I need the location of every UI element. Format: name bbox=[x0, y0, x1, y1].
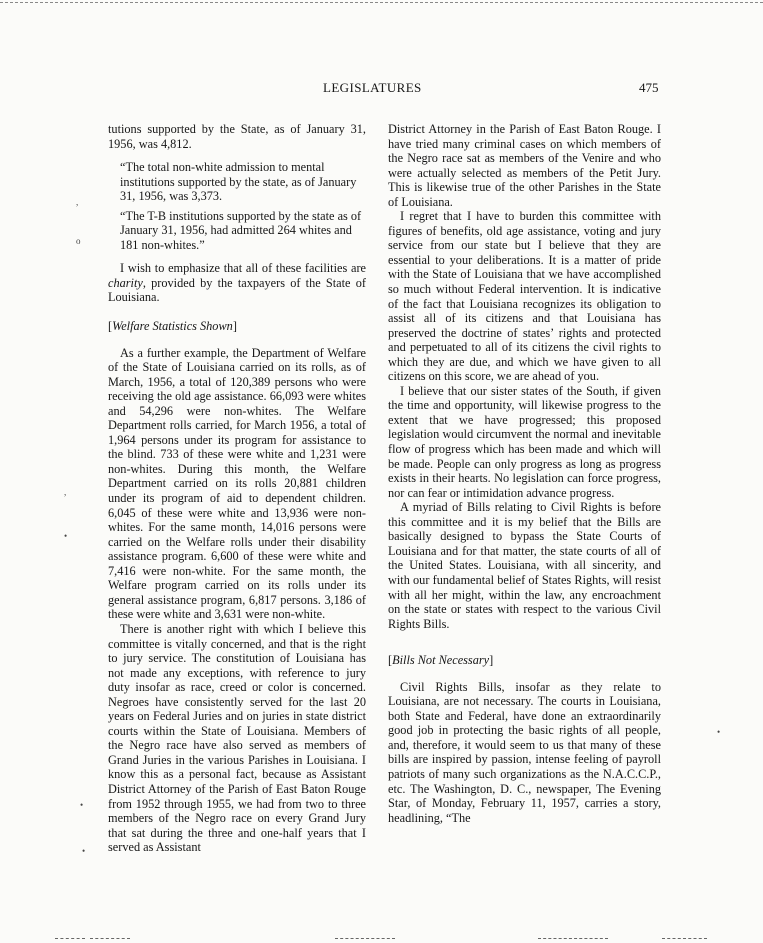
subheading-text: Welfare Statistics Shown bbox=[112, 319, 233, 334]
section-subheading: [Welfare Statistics Shown] bbox=[108, 319, 237, 334]
top-dashed-edge bbox=[0, 2, 763, 3]
paragraph: District Attorney in the Parish of East Baton Rouge. I have tried many criminal cases on which members of the Negro race sat as members of the Venire and who were actually selected as members of the Petit Jury. This is likewise true of the other Parishes in the State of Louisiana. bbox=[388, 122, 661, 209]
paragraph bbox=[108, 261, 366, 305]
margin-mark: • bbox=[80, 800, 84, 810]
bottom-edge-mark bbox=[90, 938, 130, 940]
bottom-edge-mark bbox=[335, 938, 395, 940]
paragraph: A myriad of Bills relating to Civil Rights is before this committee and it is my belief that the Bills are basically designed to bypass the State Courts of Louisiana and for that matter, the state courts of all of the United States. Louisiana, with all sincerity, and with our fundamental belief of States Rights, will resist with all her might, within the law, any encroachment on the state or states with respect to the various Civil Rights Bills. bbox=[388, 500, 661, 631]
margin-mark: • bbox=[82, 846, 86, 856]
running-head: LEGISLATURES bbox=[323, 80, 422, 95]
paragraph: Civil Rights Bills, insofar as they relate to Louisiana, are not necessary. The courts in Louisiana, both State and Federal, have done an extraordinarily good job in protecting the basic rights of all people, and, therefore, it would seem to us that many of these bills are inspired by passion, intense feeling of payroll patriots of many such organizations as the N.A.C.C.P., etc. The Washington, D. C., newspaper, The Evening Star, of Monday, February 11, 1957, carries a story, headlining, “The bbox=[388, 679, 661, 825]
right-column bbox=[388, 122, 661, 825]
paragraph: There is another right with which I believe this committee is vitally concerned, and that is the right to jury service. The constitution of Louisiana has not made any exceptions, with reference to jury duty insofar as race, creed or color is concerned. Negroes have consistently served for the last 20 years on Federal Juries and on juries in state district courts within the State of Louisiana. Members of the Negro race have also served as members of Grand Juries in the various Parishes in Louisiana. I know this as a personal fact, because as Assistant District Attorney of the Parish of East Baton Rouge from 1952 through 1955, we had from two to three members of the Negro race on every Grand Jury that sat during the three and one-half years that I served as Assistant bbox=[108, 621, 366, 855]
paragraph-text: , provided by the taxpayers of the State of Louisiana. bbox=[108, 275, 366, 305]
margin-mark: • bbox=[717, 727, 721, 737]
bottom-edge-mark bbox=[55, 938, 85, 940]
margin-mark: • bbox=[64, 531, 68, 541]
left-column bbox=[108, 122, 366, 855]
margin-mark: , bbox=[76, 197, 79, 207]
margin-mark: o bbox=[76, 236, 81, 246]
paragraph: I regret that I have to burden this committee with figures of benefits, old age assistance, voting and jury service from our state but I believe that they are essential to your deliberations. It is a matter of pride with the State of Louisiana that we have accomplished so much without Federal intervention. It is indicative of the fact that Louisiana recognizes its obligation to assist all of its citizens and that Louisiana has preserved the doctrine of states’ rights and protected and perpetuated to all of its citizens the civil rights to which they are due, and which we have given to all citizens on this score, we are ahead of you. bbox=[388, 209, 661, 384]
bottom-edge-mark bbox=[662, 938, 707, 940]
paragraph-text: I wish to emphasize that all of these facilities are bbox=[120, 261, 366, 276]
page-header bbox=[0, 80, 763, 100]
paragraph: tutions supported by the State, as of January 31, 1956, was 4,812. bbox=[108, 122, 366, 151]
subheading-text: Bills Not Necessary bbox=[392, 653, 490, 668]
margin-mark: , bbox=[64, 487, 67, 497]
section-subheading: [Bills Not Necessary] bbox=[388, 653, 494, 668]
paragraph: As a further example, the Department of Welfare of the State of Louisiana carried on its rolls, as of March, 1956, a total of 120,389 persons who were receiving the old age assistance. 66,093 were whites and 54,296 were non-whites. The Welfare Department rolls carried, for March 1956, a total of 1,964 persons under its program for assistance to the blind. 733 of these were white and 1,231 were non-whites. During this month, the Welfare Department carried on its rolls 20,881 children under its program of aid to dependent children. 6,045 of these were white and 13,936 were non-whites. For the same month, 14,016 persons were carried on the Welfare rolls under their disability assistance program. 6,600 of these were white and 7,416 were non-white. For the same month, the Welfare program carried on its rolls under its general assistance program, 6,817 persons. 3,186 of these were white and 3,631 were non-white. bbox=[108, 345, 366, 622]
emphasis-text: charity bbox=[108, 275, 143, 290]
page-number: 475 bbox=[639, 80, 659, 95]
paragraph: I believe that our sister states of the South, if given the time and opportunity, will likewise progress to the extent that we have progressed; this proposed legislation would circumvent the normal and inevitable flow of progress which has been made and which will be made. People can only progress as long as progress exists in their hearts. No legislation can force progress, nor can fear or intimidation advance progress. bbox=[388, 383, 661, 500]
block-quote: “The T-B institutions supported by the state as of January 31, 1956, had admitted 264 whites and 181 non-whites.” bbox=[120, 208, 362, 252]
bottom-edge-mark bbox=[538, 938, 608, 940]
block-quote: “The total non-white admission to mental institutions supported by the state, as of January 31, 1956, was 3,373. bbox=[120, 160, 357, 204]
